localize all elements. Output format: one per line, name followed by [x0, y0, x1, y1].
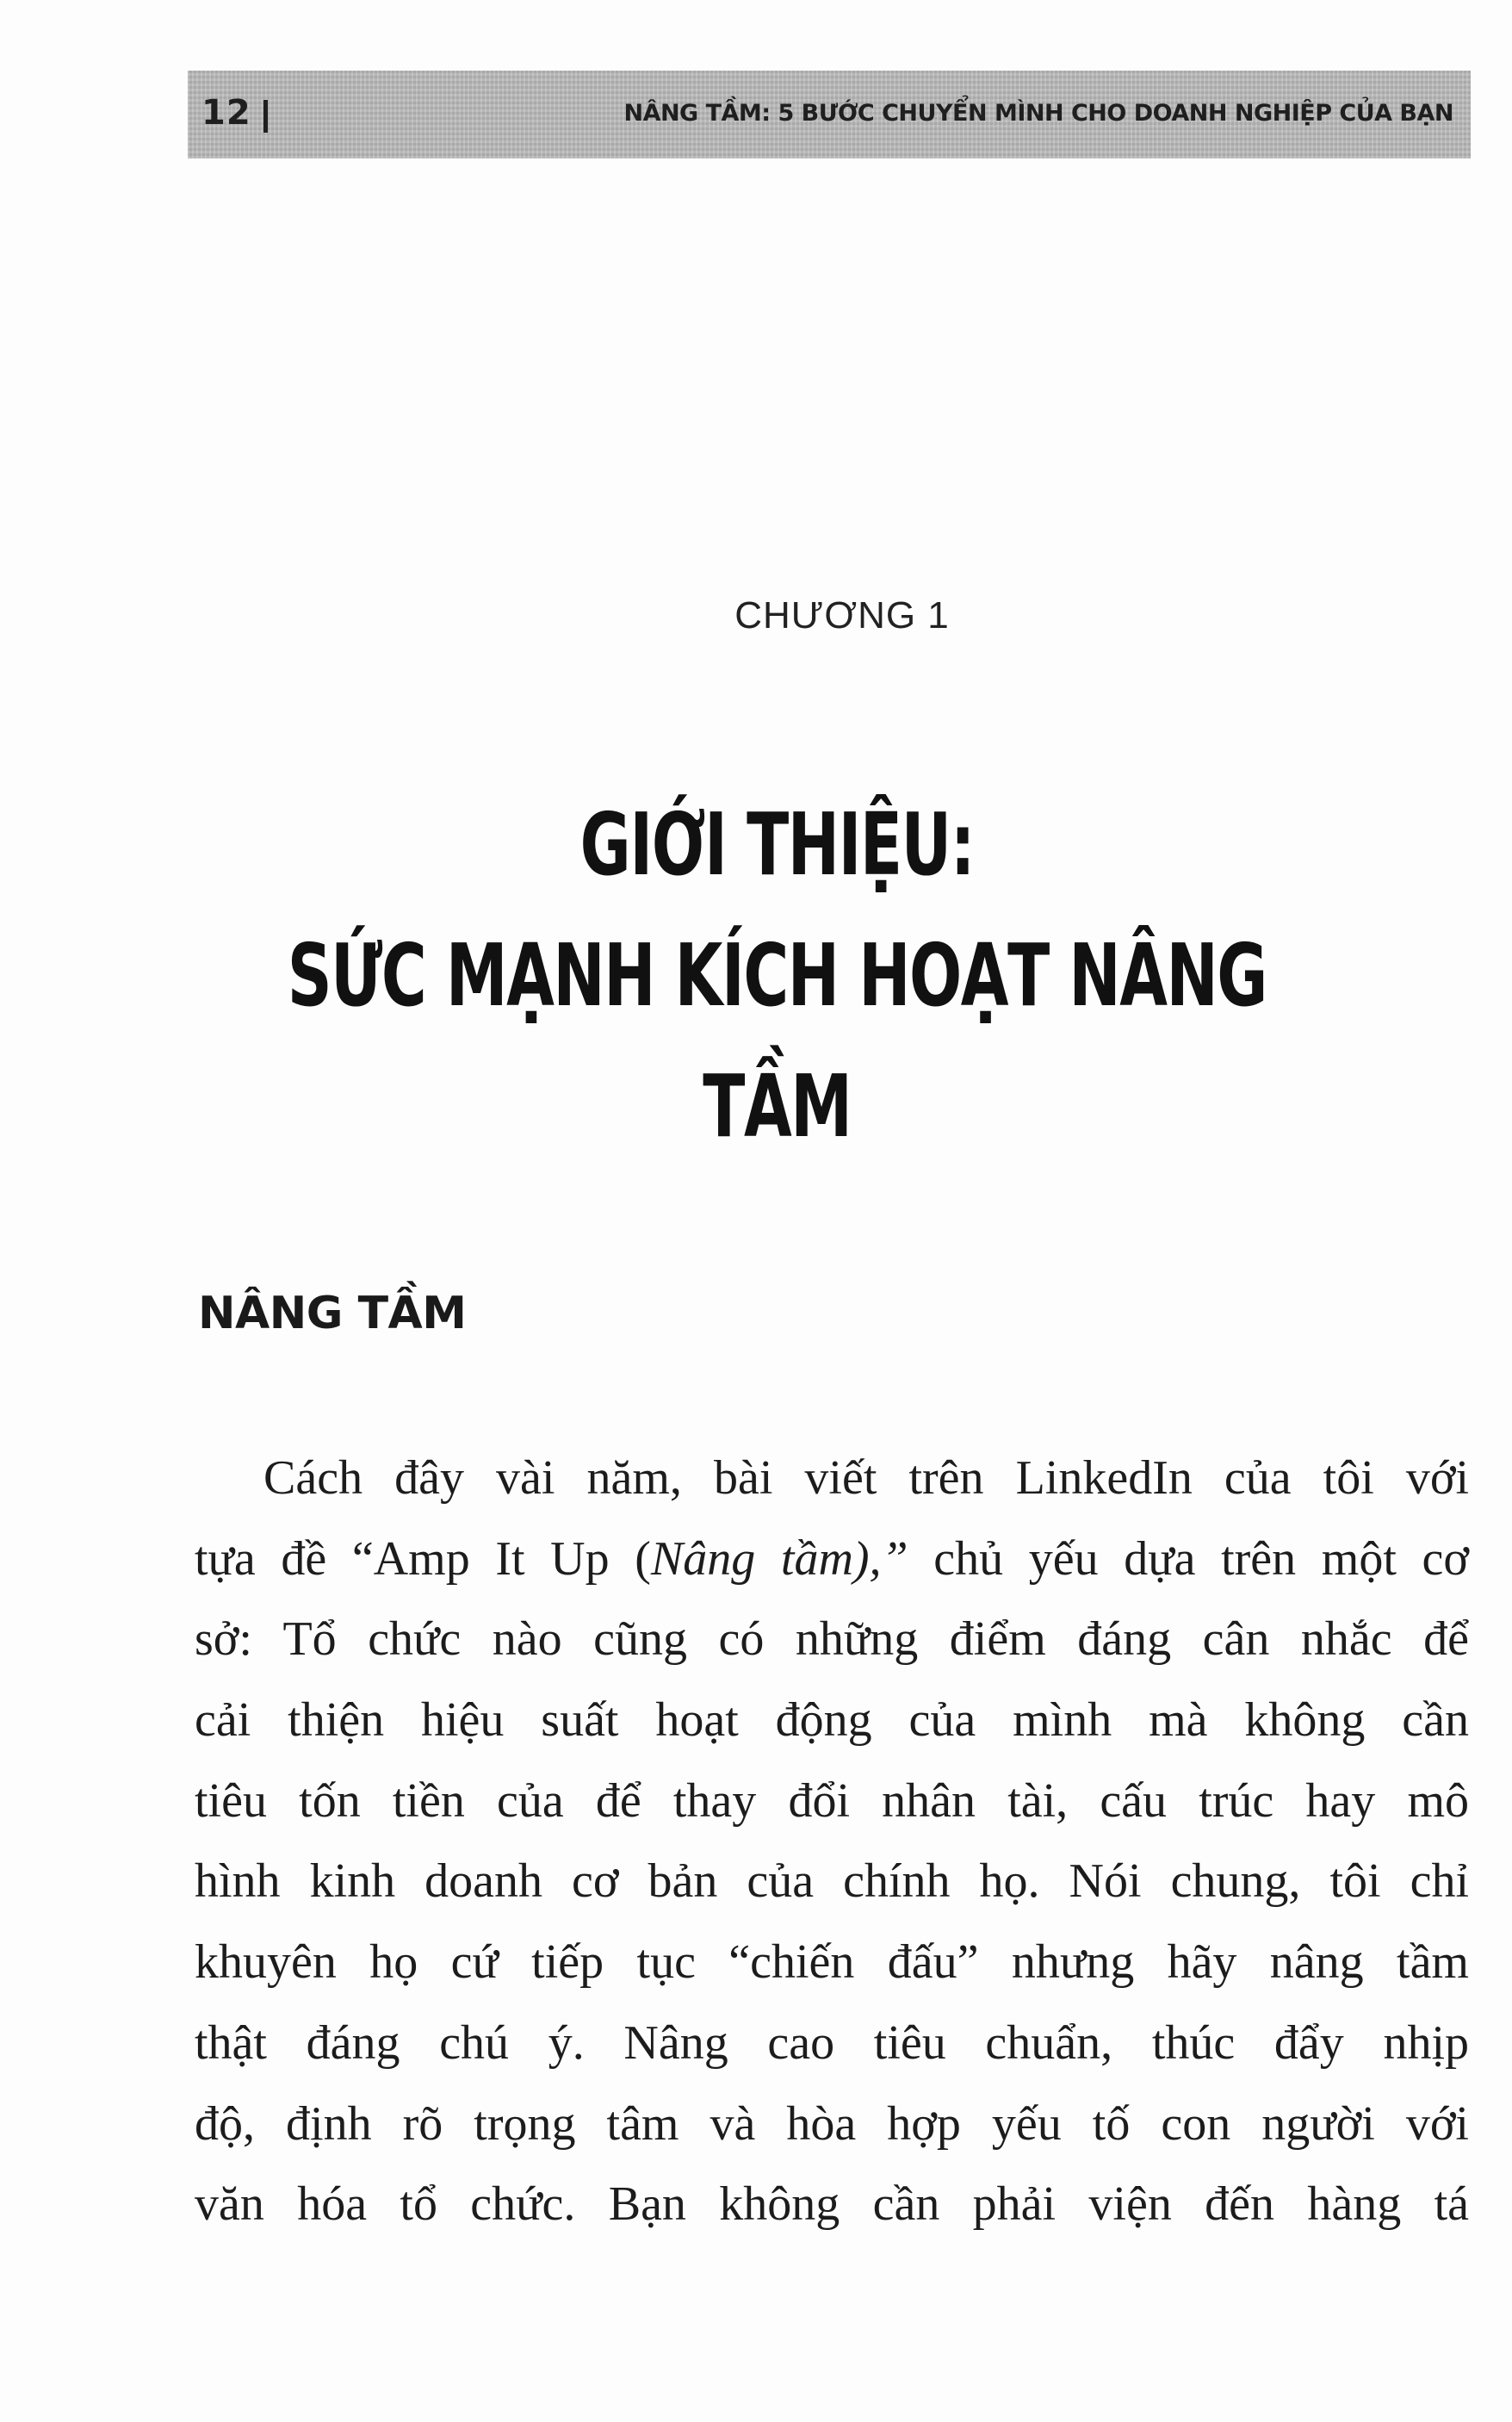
- running-header: [188, 71, 1471, 158]
- body-line-segment: tựa đề “Amp It Up (: [195, 1531, 651, 1586]
- body-line: tiêu tốn tiền của để thay đổi nhân tài, cấu trúc hay mô: [195, 1773, 1469, 1828]
- body-line: độ, định rõ trọng tâm và hòa hợp yếu tố con người với: [195, 2096, 1469, 2151]
- chapter-title: [232, 779, 1321, 1172]
- header-divider: [263, 100, 268, 133]
- body-line: văn hóa tổ chức. Bạn không cần phải viện đến hàng tá: [195, 2177, 1469, 2232]
- italic-translation: Nâng tầm),”: [650, 1531, 908, 1586]
- body-line: khuyên họ cứ tiếp tục “chiến đấu” nhưng hãy nâng tầm: [195, 1935, 1469, 1990]
- body-line: Cách đây vài năm, bài viết trên LinkedIn của tôi với: [263, 1451, 1469, 1505]
- chapter-title-line-2: SỨC MẠNH KÍCH HOẠT NÂNG TẦM: [287, 925, 1267, 1157]
- running-book-title: NÂNG TẦM: 5 BƯỚC CHUYỂN MÌNH CHO DOANH NGHIỆP CỦA BẠN: [623, 100, 1453, 127]
- body-line: [195, 1519, 1469, 1600]
- body-line-segment: chủ yếu dựa trên một cơ: [908, 1531, 1469, 1586]
- body-line: thật đáng chú ý. Nâng cao tiêu chuẩn, thúc đẩy nhịp: [195, 2015, 1469, 2070]
- body-line: hình kinh doanh cơ bản của chính họ. Nói chung, tôi chỉ: [195, 1854, 1469, 1909]
- body-line: cải thiện hiệu suất hoạt động của mình mà không cần: [195, 1693, 1469, 1748]
- body-paragraph: [195, 1438, 1469, 2245]
- chapter-title-line-1: GIỚI THIỆU:: [579, 794, 975, 895]
- chapter-label: CHƯƠNG 1: [734, 594, 950, 637]
- page-number: 12: [201, 93, 251, 133]
- section-heading: NÂNG TẦM: [198, 1288, 467, 1339]
- body-line: sở: Tổ chức nào cũng có những điểm đáng cân nhắc để: [195, 1612, 1469, 1667]
